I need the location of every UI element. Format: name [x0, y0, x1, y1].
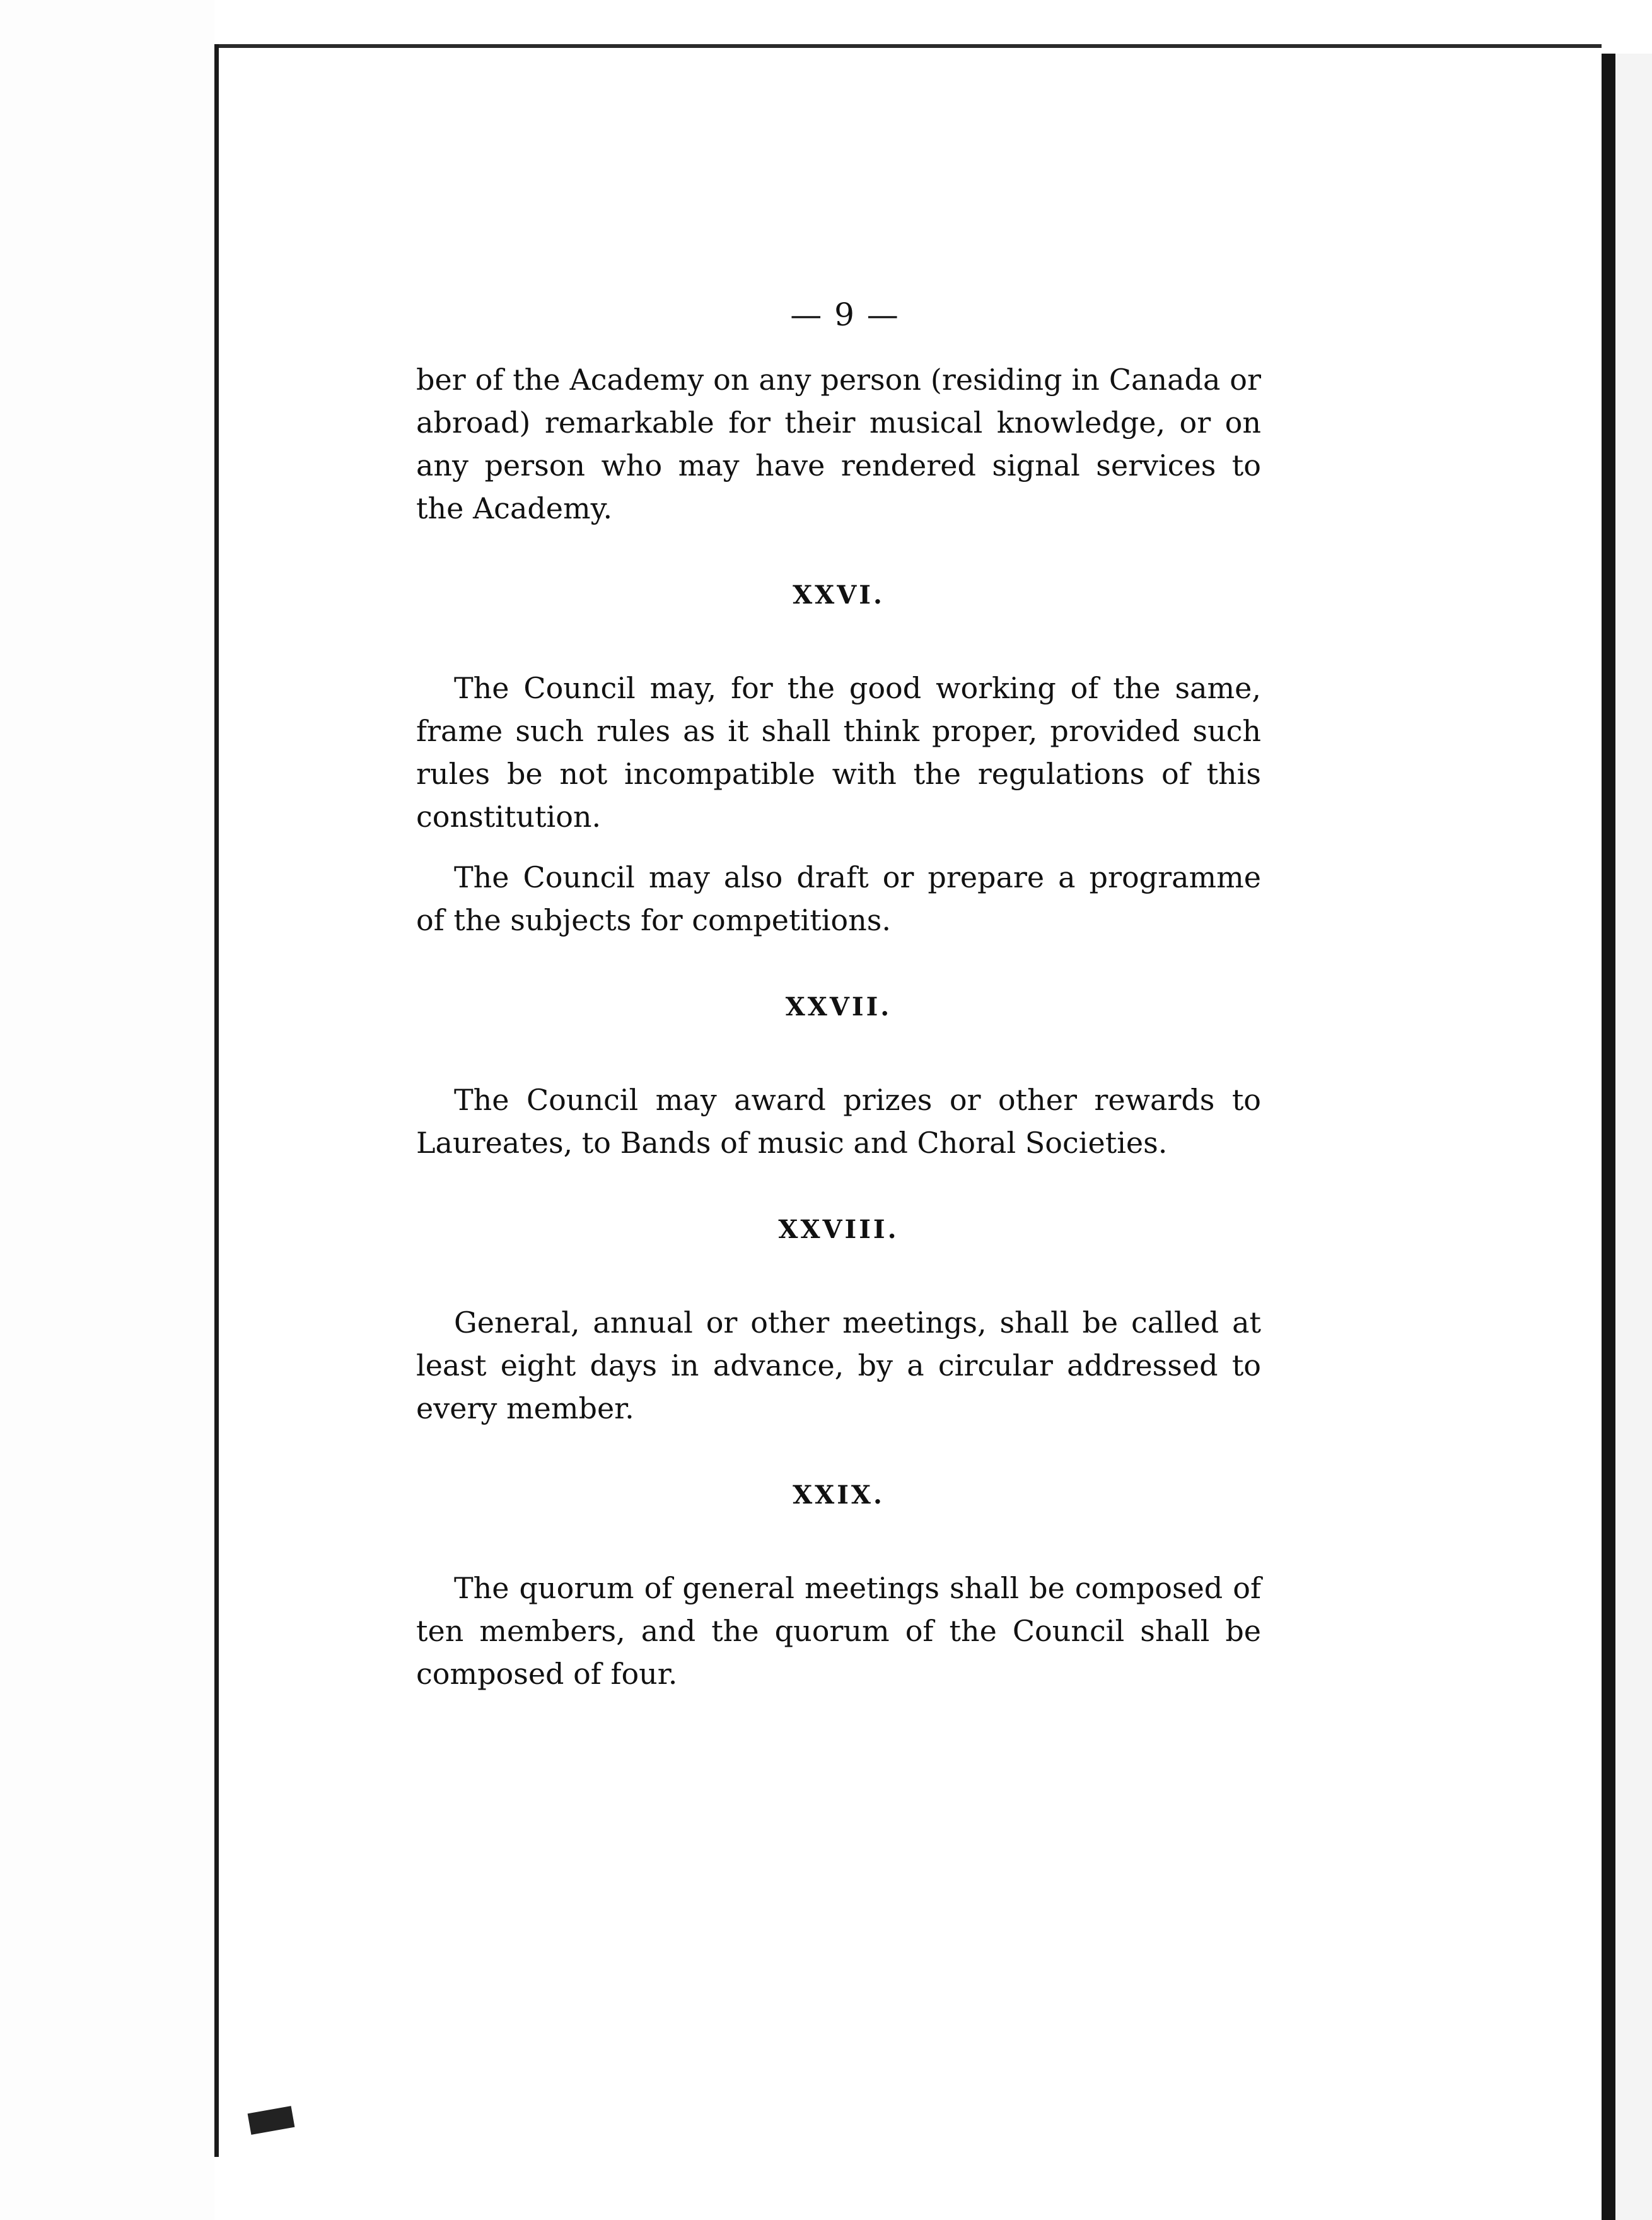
- page-right-edge: [1602, 54, 1615, 2220]
- facing-page: [0, 0, 214, 2220]
- section-xxviii: [416, 1215, 1261, 1430]
- section-paragraph: The Council may also draft or prepare a programme of the subjects for competitions.: [416, 860, 1261, 937]
- section-xxix: [416, 1480, 1261, 1695]
- section-heading: XXIX.: [793, 1480, 885, 1510]
- section-paragraph: The Council may award prizes or other rewards to Laureates, to Bands of music and Choral Societies.: [416, 1083, 1261, 1160]
- page-text: [416, 296, 1261, 1695]
- section-heading: XXVII.: [785, 992, 892, 1022]
- ink-blot: [248, 2106, 295, 2135]
- section-paragraph: The Council may, for the good working of the same, frame such rules as it shall think proper, provided such rules be not incompatible with the regulations of this constitution.: [416, 671, 1261, 834]
- page-top-edge: [219, 44, 1602, 48]
- section-paragraph: The quorum of general meetings shall be composed of ten members, and the quorum of the Council shall be composed of four.: [416, 1571, 1261, 1691]
- section-xxvii: [416, 992, 1261, 1164]
- book-gutter: [214, 44, 219, 2157]
- section-xxvi: [416, 580, 1261, 942]
- section-heading: XXVI.: [793, 580, 885, 610]
- scan-margin: [1615, 54, 1652, 2220]
- section-heading: XXVIII.: [778, 1215, 899, 1244]
- section-paragraph: General, annual or other meetings, shall be called at least eight days in advance, by a circular addressed to every member.: [416, 1306, 1261, 1425]
- intro-paragraph: ber of the Academy on any person (residing in Canada or abroad) remarkable for their musical knowledge, or on any person who may have rendered signal services to the Academy.: [416, 363, 1261, 525]
- page-number: — 9 —: [790, 296, 900, 333]
